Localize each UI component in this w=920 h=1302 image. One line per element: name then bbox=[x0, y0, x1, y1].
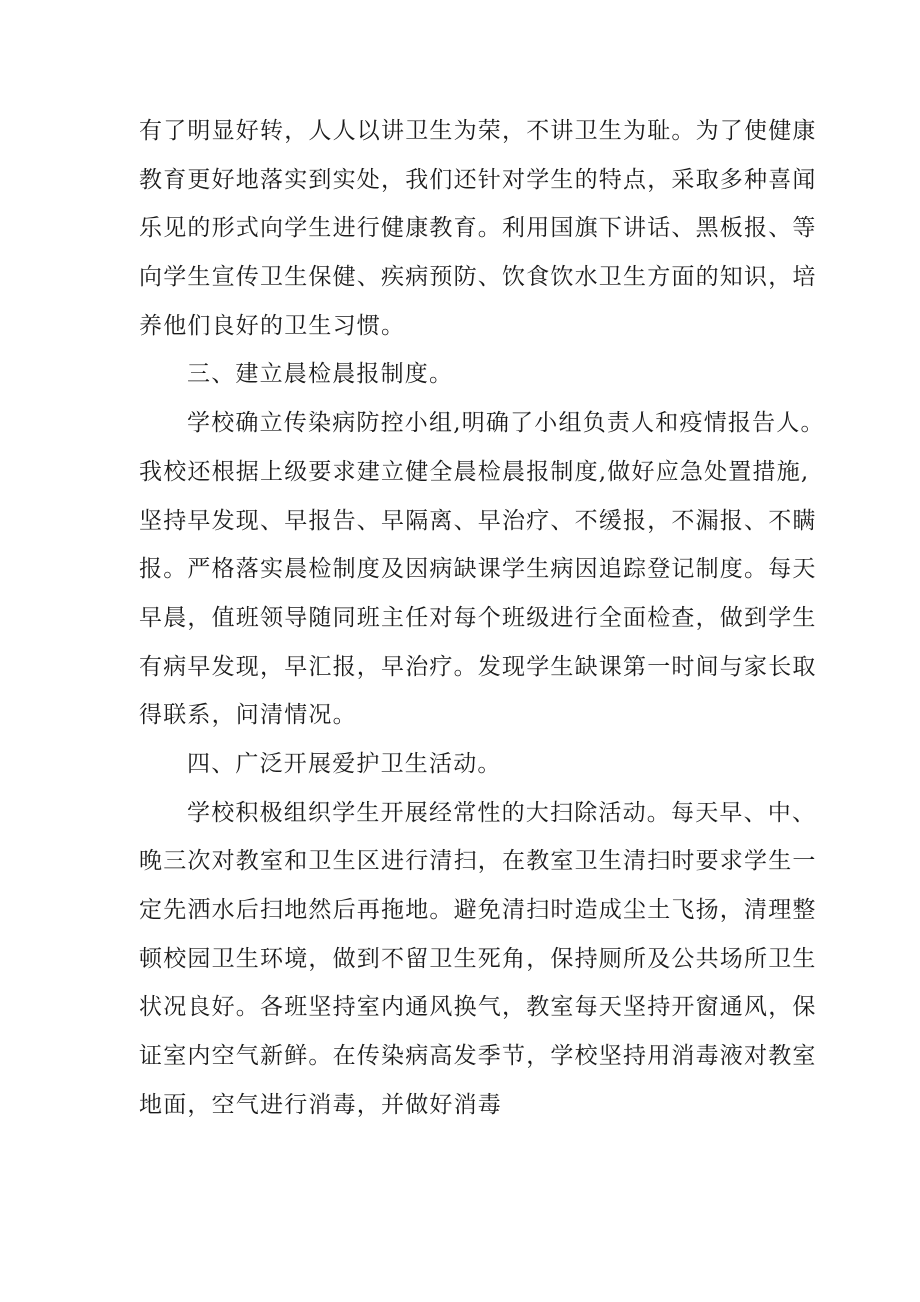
text-line: 定先洒水后扫地然后再拖地。避免清扫时造成尘土飞扬，清理整 bbox=[139, 897, 817, 923]
text-line: 坚持早发现、早报告、早隔离、早治疗、不缓报，不漏报、不瞒 bbox=[139, 507, 817, 534]
text-line: 乐见的形式向学生进行健康教育。利用国旗下讲话、黑板报、等 bbox=[139, 215, 817, 242]
text-line: 学校积极组织学生开展经常性的大扫除活动。每天早、中、 bbox=[187, 799, 817, 826]
text-line: 证室内空气新鲜。在传染病高发季节，学校坚持用消毒液对教室 bbox=[139, 1043, 817, 1070]
text-line: 得联系，问清情况。 bbox=[139, 702, 357, 729]
text-line: 教育更好地落实到实处，我们还针对学生的特点，采取多种喜闻 bbox=[139, 166, 817, 193]
text-line: 学校确立传染病防控小组,明确了小组负责人和疫情报告人。 bbox=[187, 410, 825, 437]
text-line: 状况良好。各班坚持室内通风换气，教室每天坚持开窗通风，保 bbox=[139, 994, 817, 1021]
text-line: 向学生宣传卫生保健、疾病预防、饮食饮水卫生方面的知识，培 bbox=[139, 264, 817, 291]
text-line: 晚三次对教室和卫生区进行清扫，在教室卫生清扫时要求学生一 bbox=[139, 848, 817, 875]
text-line: 顿校园卫生环境，做到不留卫生死角，保持厕所及公共场所卫生 bbox=[139, 945, 817, 972]
section-heading: 三、建立晨检晨报制度。 bbox=[187, 361, 454, 388]
section-heading: 四、广泛开展爱护卫生活动。 bbox=[187, 750, 502, 777]
text-line: 地面，空气进行消毒，并做好消毒 bbox=[139, 1091, 502, 1118]
text-line: 报。严格落实晨检制度及因病缺课学生病因追踪登记制度。每天 bbox=[139, 556, 817, 583]
text-line: 早晨，值班领导随同班主任对每个班级进行全面检查，做到学生 bbox=[139, 604, 817, 631]
text-line: 养他们良好的卫生习惯。 bbox=[139, 312, 406, 339]
text-line: 我校还根据上级要求建立健全晨检晨报制度,做好应急处置措施, bbox=[139, 458, 810, 485]
text-line: 有病早发现，早汇报，早治疗。发现学生缺课第一时间与家长取 bbox=[139, 653, 817, 680]
text-line: 有了明显好转，人人以讲卫生为荣，不讲卫生为耻。为了使健康 bbox=[139, 118, 817, 144]
document-body bbox=[139, 107, 825, 1129]
